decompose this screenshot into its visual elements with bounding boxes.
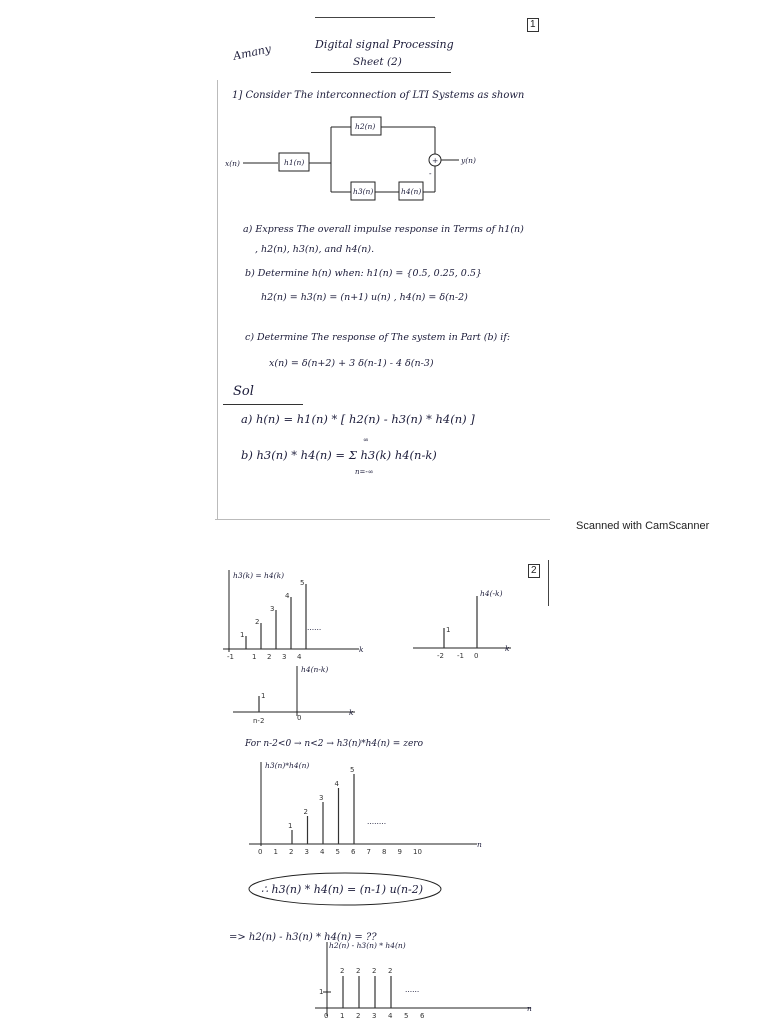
graph2-axis-label: k [505,644,510,653]
graph4-dots: ........ [367,817,387,826]
graph2-value-label: 1 [446,626,451,634]
graph4-axis-label: n [477,840,482,849]
page-edge-bottom [215,519,550,520]
question-c-line2: x(n) = δ(n+2) + 3 δ(n-1) - 4 δ(n-3) [269,358,434,369]
graph5-value-label: 2 [388,967,393,975]
problem-statement: 1] Consider The interconnection of LTI Systems as shown [232,90,525,101]
graph1-title: h3(k) = h4(k) [233,571,285,580]
graph5-axis-label: n [527,1004,532,1013]
graph4-tick: 9 [397,848,402,856]
scanner-watermark: Scanned with CamScanner [576,520,710,532]
graph1-value-label: 4 [285,592,290,600]
graph-convolution [249,761,482,849]
graph2-title: h4(-k) [480,589,503,598]
result-equation: ∴ h3(n) * h4(n) = (n-1) u(n-2) [261,883,424,896]
graph-h2-minus-conv [315,941,532,1016]
graph4-value-label: 3 [319,794,324,802]
page-number-1: 1 [527,18,539,32]
scanned-page-1 [215,10,550,522]
graph3-title: h4(n-k) [301,665,329,674]
graph4-value-label: 5 [350,766,355,774]
solution-underline [223,404,303,405]
condition-note: For n-2<0 → n<2 → h3(n)*h4(n) = zero [245,739,423,749]
graph1-value-label: 1 [240,631,245,639]
answer-b: b) h3(n) * h4(n) = Σ h3(k) h4(n-k) [241,448,437,462]
graph5-title: h2(n) - h3(n) * h4(n) [329,941,406,950]
label-y: y(n) [461,156,476,165]
page-number-2: 2 [528,564,540,578]
graph2-tick-m1: -1 [457,652,464,660]
block-diagram [215,10,550,210]
answer-a: a) h(n) = h1(n) * [ h2(n) - h3(n) * h4(n) ] [241,412,475,426]
question-a-line1: a) Express The overall impulse response in Terms of h1(n) [243,224,524,235]
graph1-tick: 3 [282,653,287,661]
graph1-tick: -1 [227,653,234,661]
label-h2: h2(n) [355,122,376,131]
graph4-tick: 7 [366,848,371,856]
question-a-line2: , h2(n), h3(n), and h4(n). [255,244,375,255]
graph5-tick: 3 [372,1012,377,1020]
author-signature: Amany [232,42,273,63]
graph4-tick: 6 [351,848,356,856]
graph1-value-label: 2 [255,618,260,626]
graph1-dots: ...... [307,623,322,632]
graph1-value-label: 5 [300,579,305,587]
graph4-tick: 2 [289,848,294,856]
question-b-line2: h2(n) = h3(n) = (n+1) u(n) , h4(n) = δ(n-2) [261,292,468,303]
label-plus: + [432,156,439,165]
graph4-tick: 0 [258,848,263,856]
graph2-tick-m2: -2 [437,652,444,660]
graph5-tick: 6 [420,1012,425,1020]
graph4-tick: 10 [413,848,422,856]
graph-h4-n-minus-k [233,665,355,725]
graph4-tick: 8 [382,848,387,856]
graph4-tick: 1 [273,848,278,856]
page-subtitle: Sheet (2) [353,56,402,68]
graph1-tick: 2 [267,653,272,661]
question-c-line1: c) Determine The response of The system in Part (b) if: [245,332,511,343]
graph5-value-label: 2 [372,967,377,975]
graph3-value-label: 1 [261,692,266,700]
sum-lower-limit: n=-∞ [355,468,374,476]
graph5-tick: 4 [388,1012,393,1020]
graph5-value-label: 2 [356,967,361,975]
graph3-tick-n-2: n-2 [253,717,265,725]
graph4-tick: 3 [304,848,309,856]
page2-graphs [215,556,550,1024]
label-h3: h3(n) [353,187,374,196]
graph-h4-neg-k [413,589,511,660]
label-h1: h1(n) [284,158,305,167]
solution-heading: Sol [233,384,254,399]
graph5-dots: ...... [405,985,420,994]
question-b-line1: b) Determine h(n) when: h1(n) = {0.5, 0.25, 0.5} [245,268,482,279]
graph5-tick: 2 [356,1012,361,1020]
graph5-y-tick: 1 [319,988,324,996]
graph5-tick: 1 [340,1012,345,1020]
graph5-value-label: 2 [340,967,345,975]
graph5-tick: 5 [404,1012,409,1020]
graph4-tick: 4 [320,848,325,856]
graph4-value-label: 4 [334,780,339,788]
graph1-tick: 4 [297,653,302,661]
graph2-tick-0: 0 [474,652,479,660]
graph3-tick-0: 0 [297,714,302,722]
page-title: Digital signal Processing [315,38,454,51]
label-x: x(n) [225,159,240,168]
graph1-axis-label: k [359,645,364,654]
next-step: => h2(n) - h3(n) * h4(n) = ?? [229,932,377,943]
graph1-tick: 1 [252,653,257,661]
graph4-value-label: 1 [288,822,293,830]
scanned-page-2 [215,556,550,1024]
graph4-value-label: 2 [303,808,308,816]
label-h4: h4(n) [401,187,422,196]
graph-h3k [223,570,364,654]
label-minus: - [429,169,432,178]
graph5-tick: 0 [324,1012,329,1020]
sum-upper-limit: ∞ [363,436,369,444]
graph3-axis-label: k [349,708,354,717]
graph1-value-label: 3 [270,605,275,613]
graph4-title: h3(n)*h4(n) [265,761,310,770]
graph4-tick: 5 [335,848,340,856]
